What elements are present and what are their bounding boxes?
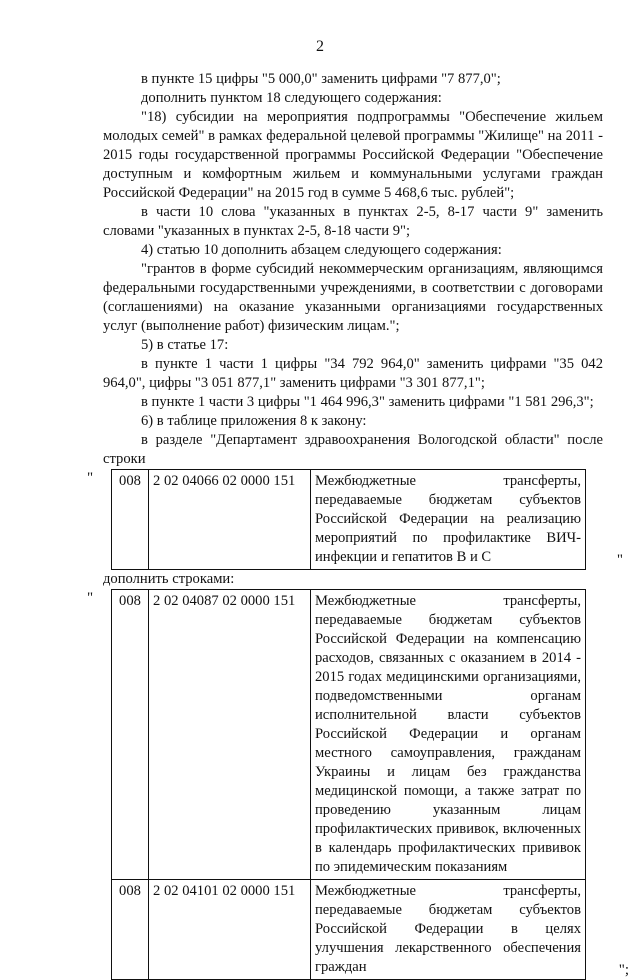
paragraph: в части 10 слова "указанных в пунктах 2-5, 8-17 части 9" заменить словами "указанных в пунктах 2-5, 8-18 части 9"; [103,204,603,239]
table1-close-quote: " [616,552,623,568]
kbk-cell: 2 02 04101 02 0000 151 [149,880,311,980]
kbk-cell: 2 02 04066 02 0000 151 [149,470,311,570]
table2-open-quote: " [87,590,94,606]
code-cell: 008 [112,880,149,980]
table-row [112,470,586,570]
paragraph: 6) в таблице приложения 8 к закону: [141,413,367,429]
code-cell: 008 [112,590,149,880]
paragraph: "18) субсидии на мероприятия подпрограммы "Обеспечение жильем молодых семей" в рамках федеральной целевой программы "Жилище" на 2011 - 2015 годы государственной программы Российской Федерации "Обеспечение доступным и комфортным жильем и коммунальными услугами граждан Российской Федерации" на 2015 год в сумме 5 468,6 тыс. рублей"; [103,109,603,201]
paragraph: дополнить пунктом 18 следующего содержания: [141,90,442,106]
description-cell: Межбюджетные трансферты, передаваемые бюджетам субъектов Российской Федерации на реализацию мероприятий по профилактике ВИЧ-инфекции и гепатитов В и С [311,470,586,570]
kbk-cell: 2 02 04087 02 0000 151 [149,590,311,880]
description-cell: Межбюджетные трансферты, передаваемые бюджетам субъектов Российской Федерации в целях улучшения лекарственного обеспечения граждан [311,880,586,980]
description-cell: Межбюджетные трансферты, передаваемые бюджетам субъектов Российской Федерации на компенсацию расходов, связанных с оказанием в 2014 - 2015 годах медицинскими организациями, подведомственными органам исполнительной власти субъектов Российской Федерации и органам местного самоуправления, гражданам Украины и лицам без гражданства медицинской помощи, а также затрат по проведению указанным лицам профилактических прививок, включенных в календарь профилактических прививок по эпидемическим показаниям [311,590,586,880]
code-cell: 008 [112,470,149,570]
paragraphs-top [103,70,603,469]
table-row [112,880,586,980]
paragraph: 5) в статье 17: [141,337,229,353]
table2 [111,589,586,980]
table-row [112,590,586,880]
document-body [87,70,629,980]
table1-wrap [87,469,623,570]
paragraph: в пункте 1 части 1 цифры "34 792 964,0" заменить цифрами "35 042 964,0", цифры "3 051 877,1" заменить цифрами "3 301 877,1"; [103,356,603,391]
paragraph: в пункте 1 части 3 цифры "1 464 996,3" заменить цифрами "1 581 296,3"; [141,394,594,410]
paragraph: 4) статью 10 дополнить абзацем следующего содержания: [141,242,502,258]
table1 [111,469,586,570]
page-number: 2 [316,38,324,55]
paragraph: "грантов в форме субсидий некоммерческим организациям, являющимся федеральными государственными учреждениями, в соответствии с договорами (соглашениями) на оказание указанными организациями государственных услуг (выполнение работ) физическим лицам."; [103,261,603,334]
table2-wrap [87,589,629,980]
table2-close-quote: "; [618,962,629,978]
middle-text: дополнить строками: [103,571,235,587]
paragraph: в разделе "Департамент здравоохранения Вологодской области" после строки [103,432,603,467]
table1-open-quote: " [87,470,94,486]
paragraph: в пункте 15 цифры "5 000,0" заменить цифрами "7 877,0"; [141,71,501,87]
